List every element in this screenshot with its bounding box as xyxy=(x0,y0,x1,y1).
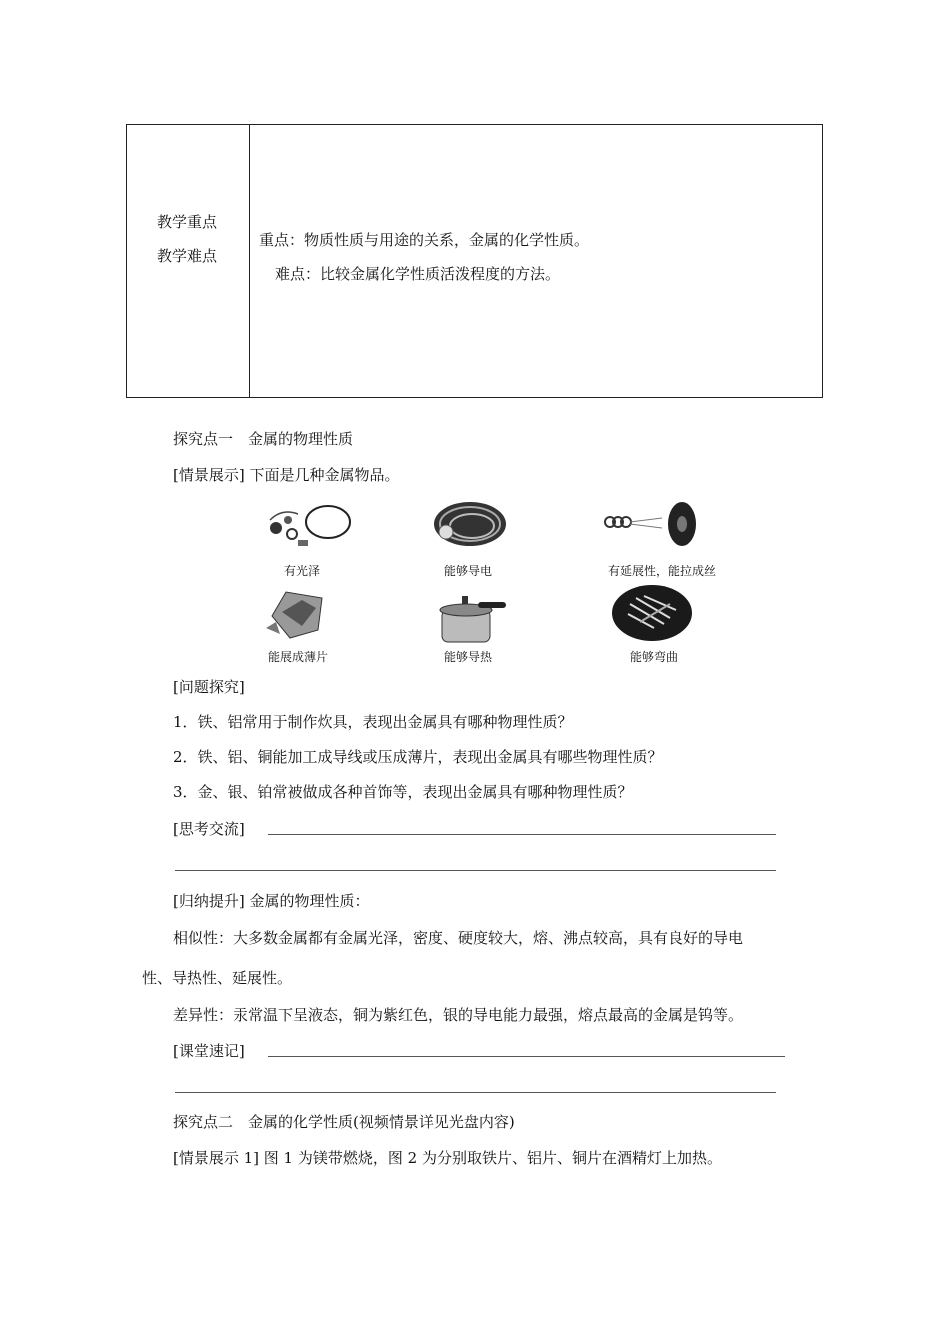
image-caption: 能展成薄片 xyxy=(267,650,328,664)
image-caption: 能够导电 xyxy=(443,564,492,578)
notes-blank[interactable] xyxy=(175,1092,776,1093)
section2-title: 探究点二 金属的化学性质(视频情景详见光盘内容) xyxy=(173,1113,515,1131)
answer-blank[interactable] xyxy=(175,870,776,871)
similarity-text: 相似性：大多数金属都有金属光泽，密度、硬度较大，熔、沸点较高，具有良好的导电 xyxy=(173,929,744,947)
difficulty-label: 教学难点 xyxy=(157,247,218,265)
objectives-table xyxy=(126,124,823,398)
image-caption: 能够弯曲 xyxy=(629,650,678,664)
notes-blank[interactable] xyxy=(268,1056,785,1057)
notes-label: [课堂速记] xyxy=(173,1042,245,1060)
key-point-text: 重点：物质性质与用途的关系，金属的化学性质。 xyxy=(259,231,590,249)
section1-scene: [情景展示] 下面是几种金属物品。 xyxy=(173,466,400,484)
section2-scene: [情景展示 1] 图 1 为镁带燃烧，图 2 为分别取铁片、铝片、铜片在酒精灯上加热。 xyxy=(173,1149,722,1167)
summary-title: [归纳提升] 金属的物理性质： xyxy=(173,892,370,910)
question-header: [问题探究] xyxy=(173,678,245,696)
similarity-text-cont: 性、导热性、延展性。 xyxy=(142,969,293,987)
jewelry-icon xyxy=(262,500,357,555)
pressure-cooker-icon xyxy=(428,590,510,646)
question-2: 2．铁、铝、铜能加工成导线或压成薄片，表现出金属具有哪些物理性质？ xyxy=(173,748,663,766)
difference-text: 差异性：汞常温下呈液态，铜为紫红色，银的导电能力最强，熔点最高的金属是钨等。 xyxy=(173,1006,744,1024)
think-label: [思考交流] xyxy=(173,820,245,838)
image-caption: 有光泽 xyxy=(283,564,320,578)
answer-blank[interactable] xyxy=(268,834,776,835)
wire-coil-icon xyxy=(428,500,510,552)
difficulty-text: 难点：比较金属化学性质活泼程度的方法。 xyxy=(275,265,561,283)
image-caption: 有延展性，能拉成丝 xyxy=(607,564,716,578)
question-3: 3．金、银、铂常被做成各种首饰等，表现出金属具有哪种物理性质？ xyxy=(173,783,633,801)
section1-title: 探究点一 金属的物理性质 xyxy=(173,430,354,448)
question-1: 1．铁、铝常用于制作炊具，表现出金属具有哪种物理性质？ xyxy=(173,713,573,731)
key-point-label: 教学重点 xyxy=(157,213,218,231)
table-divider xyxy=(249,125,250,397)
image-caption: 能够导热 xyxy=(443,650,492,664)
paper-clips-icon xyxy=(610,584,694,642)
wire-spool-icon xyxy=(600,500,700,550)
foil-icon xyxy=(262,586,332,642)
